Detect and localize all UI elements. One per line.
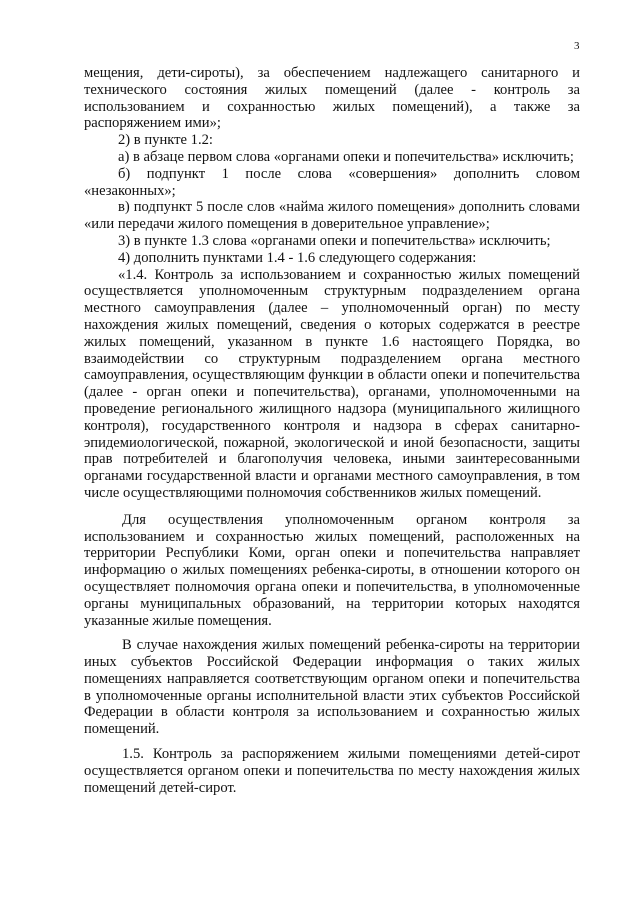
- paragraph-info-transfer: Для осуществления уполномоченным органом контроля за использованием и сохранностью жилых помещений, расположенных на территории Республики Коми, орган опеки и попечительства направляет информацию о жилых помещениях ребенка-сироты, в отношении которого он осуществляет полномочия органа опеки и попечительства, в уполномоченные органы муниципальных образований, на территории которых находятся указанные жилые помещения.: [84, 511, 580, 629]
- paragraph-subitem-b: б) подпункт 1 после слова «совершения» дополнить словом «незаконных»;: [84, 165, 580, 199]
- paragraph-clause-1-5: 1.5. Контроль за распоряжением жилыми помещениями детей-сирот осуществляется органом опеки и попечительства по месту нахождения жилых помещений детей-сирот.: [84, 746, 580, 796]
- paragraph-continuation: мещения, дети-сироты), за обеспечением надлежащего санитарного и технического состояния жилых помещений (далее - контроль за использованием и сохранностью жилых помещений), а также за распоряжением ими»;: [84, 65, 580, 132]
- paragraph-item-2: 2) в пункте 1.2:: [118, 132, 213, 149]
- paragraph-subitem-a: а) в абзаце первом слова «органами опеки и попечительства» исключить;: [118, 148, 574, 165]
- page-number: 3: [574, 40, 580, 52]
- paragraph-other-regions: В случае нахождения жилых помещений ребенка-сироты на территории иных субъектов Российской Федерации информация о таких жилых помещениях направляется соответствующим органом опеки и попечительства в уполномоченные органы исполнительной власти этих субъектов Российской Федерации в области контроля за использованием и сохранностью жилых помещений.: [84, 637, 580, 738]
- paragraph-item-4: 4) дополнить пунктами 1.4 - 1.6 следующего содержания:: [118, 249, 477, 266]
- paragraph-clause-1-4: «1.4. Контроль за использованием и сохранностью жилых помещений осуществляется уполномоченным структурным подразделением органа местного самоуправления (далее – уполномоченный орган) по месту нахождения жилых помещений, сведения о которых содержатся в реестре жилых помещений, указанном в пункте 1.6 настоящего Порядка, во взаимодействии со структурным подразделением органа местного самоуправления, осуществляющим функции в области опеки и попечительства (далее - орган опеки и попечительства), органами, уполномоченными на проведение регионального жилищного надзора (муниципального жилищного контроля), государственного контроля и надзора в сферах санитарно-эпидемиологической, пожарной, экологической и иной безопасности, защиты прав потребителей и благополучия человека, иными заинтересованными органами государственной власти и органами местного самоуправления, в том числе осуществляющими полномочия собственников жилых помещений.: [84, 266, 580, 501]
- document-body: [84, 65, 580, 796]
- paragraph-item-3: 3) в пункте 1.3 слова «органами опеки и попечительства» исключить;: [118, 232, 551, 249]
- paragraph-subitem-v: в) подпункт 5 после слов «найма жилого помещения» дополнить словами «или передачи жилого помещения в доверительное управление»;: [84, 199, 580, 233]
